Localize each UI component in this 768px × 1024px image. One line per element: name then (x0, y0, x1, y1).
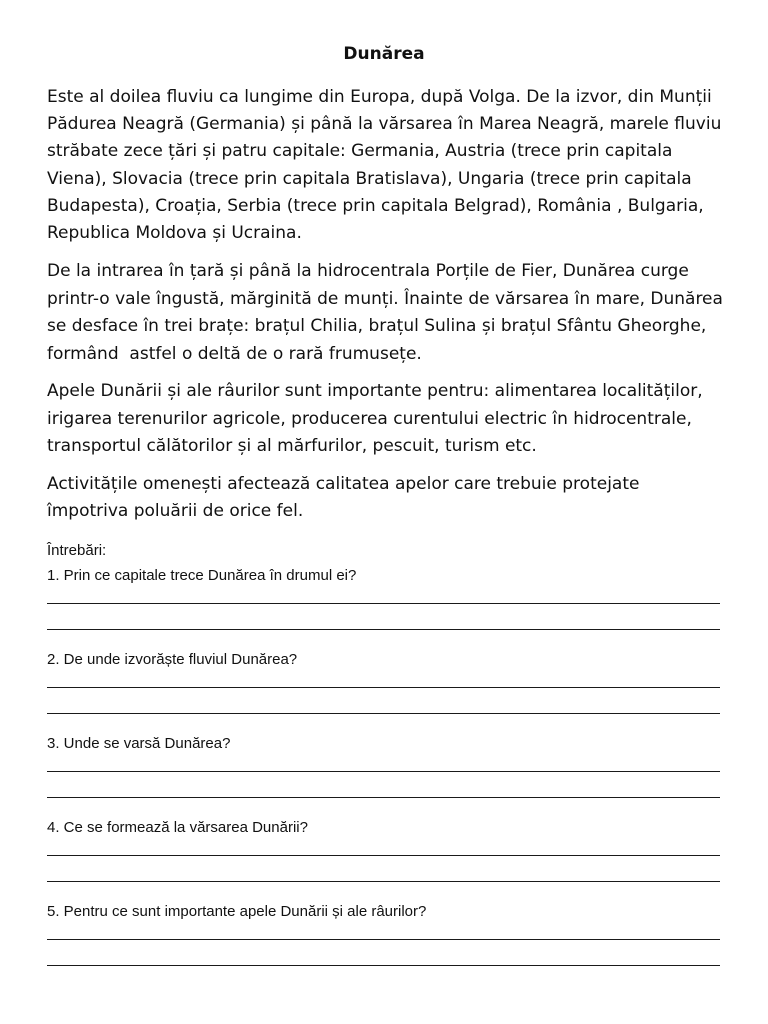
document-body (47, 84, 747, 537)
text-line: împotriva poluării de orice fel. (47, 501, 304, 522)
question-1 (47, 564, 720, 630)
text-line: Activitățile omenești afectează calitatea apelor care trebuie protejate (47, 474, 640, 495)
text-line: Republica Moldova și Ucraina. (47, 223, 302, 244)
question-text: 4. Ce se formează la vărsarea Dunării? (47, 819, 308, 836)
answer-line (47, 840, 720, 856)
questions-heading: Întrebări: (47, 542, 107, 559)
question-text: 2. De unde izvorăște fluviul Dunărea? (47, 651, 298, 668)
text-line: Apele Dunării și ale râurilor sunt importante pentru: alimentarea localităților, (47, 381, 703, 402)
question-2 (47, 648, 720, 714)
answer-line (47, 672, 720, 688)
text-line: Viena), Slovacia (trece prin capitala Bratislava), Ungaria (trece prin capitala (47, 168, 692, 189)
text-line: Budapesta), Croația, Serbia (trece prin capitala Belgrad), România , Bulgaria, (47, 196, 704, 217)
answer-line (47, 924, 720, 940)
question-text: 1. Prin ce capitale trece Dunărea în drumul ei? (47, 567, 357, 584)
question-5 (47, 900, 720, 966)
answer-line (47, 940, 720, 966)
text-line: printr-o vale îngustă, mărginită de munți. Înainte de vărsarea în mare, Dunărea (47, 288, 723, 309)
text-line: De la intrarea în țară și până la hidrocentrala Porțile de Fier, Dunărea curge (47, 261, 689, 282)
question-4 (47, 816, 720, 882)
answer-line (47, 756, 720, 772)
text-line: Pădurea Neagră (Germania) și până la vărsarea în Marea Neagră, marele fluviu (47, 113, 722, 134)
text-line: irigarea terenurilor agricole, producerea curentului electric în hidrocentrale, (47, 408, 692, 429)
text-line: transportul călătorilor și al mărfurilor, pescuit, turism etc. (47, 436, 537, 457)
text-line: Este al doilea fluviu ca lungime din Europa, după Volga. De la izvor, din Munții (47, 86, 712, 107)
answer-line (47, 772, 720, 798)
document-title: Dunărea (343, 44, 425, 64)
questions-section (47, 539, 720, 966)
answer-line (47, 588, 720, 604)
text-line: se desface în trei brațe: brațul Chilia, brațul Sulina și brațul Sfântu Gheorghe, (47, 316, 707, 337)
answer-line (47, 856, 720, 882)
paragraph-1 (47, 84, 747, 248)
paragraph-4 (47, 471, 747, 526)
text-line: formând astfel o deltă de o rară frumusețe. (47, 343, 422, 364)
answer-line (47, 604, 720, 630)
text-line: străbate zece țări și patru capitale: Germania, Austria (trece prin capitala (47, 141, 673, 162)
question-text: 3. Unde se varsă Dunărea? (47, 735, 231, 752)
paragraph-3 (47, 378, 747, 460)
paragraph-2 (47, 258, 747, 368)
question-3 (47, 732, 720, 798)
question-text: 5. Pentru ce sunt importante apele Dunării și ale râurilor? (47, 903, 427, 920)
answer-line (47, 688, 720, 714)
